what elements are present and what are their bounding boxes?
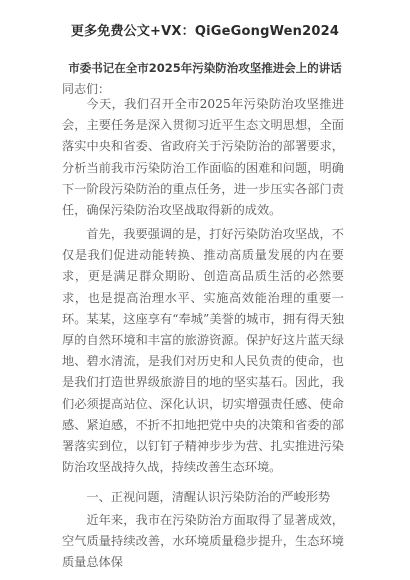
document-title: 市委书记在全市2025年污染防治攻坚推进会上的讲话 (68, 61, 342, 75)
greeting: 同志们： (62, 82, 111, 96)
watermark-header: 更多免费公文+VX：QiGeGongWen2024 (70, 24, 340, 39)
paragraph-intro: 今天，我们召开全市2025年污染防治攻坚推进会，主要任务是深入贯彻习近平生态文明思想，全面落实中央和省委、省政府关于污染防治的部署要求，分析当前我市污染防治工作面临的困难和问题，明确下一阶段污染防治的重点任务，进一步压实各部门责任，确保污染防治攻坚战取得新的成效。 (62, 97, 344, 218)
section-heading-1: 一、正视问题，清醒认识污染防治的严峻形势 (86, 490, 331, 504)
paragraph-first-point: 首先，我要强调的是，打好污染防治攻坚战，不仅是我们促进动能转换、推动高质量发展的内在要求，更是满足群众期盼、创造高品质生活的必然要求，也是提高治理水平、实施高效能治理的重要一环。某某，这座享有“奉城”美誉的城市，拥有得天独厚的自然环境和丰富的旅游资源。保护好这片蓝天绿地、碧水清流，是我们对历史和人民负责的使命，也是我们打造世界级旅游目的地的坚实基石。因此，我们必须提高站位、深化认识，切实增强责任感、使命感、紧迫感，不折不扣地把党中央的决策和省委的部署落实到位，以钉钉子精神步步为营、扎实推进污染防治攻坚战持久战，持续改善生态环境。 (62, 227, 344, 475)
paragraph-section-1: 近年来，我市在污染防治方面取得了显著成效，空气质量持续改善，水环境质量稳步提升，生态环境质量总体保 (62, 513, 344, 570)
